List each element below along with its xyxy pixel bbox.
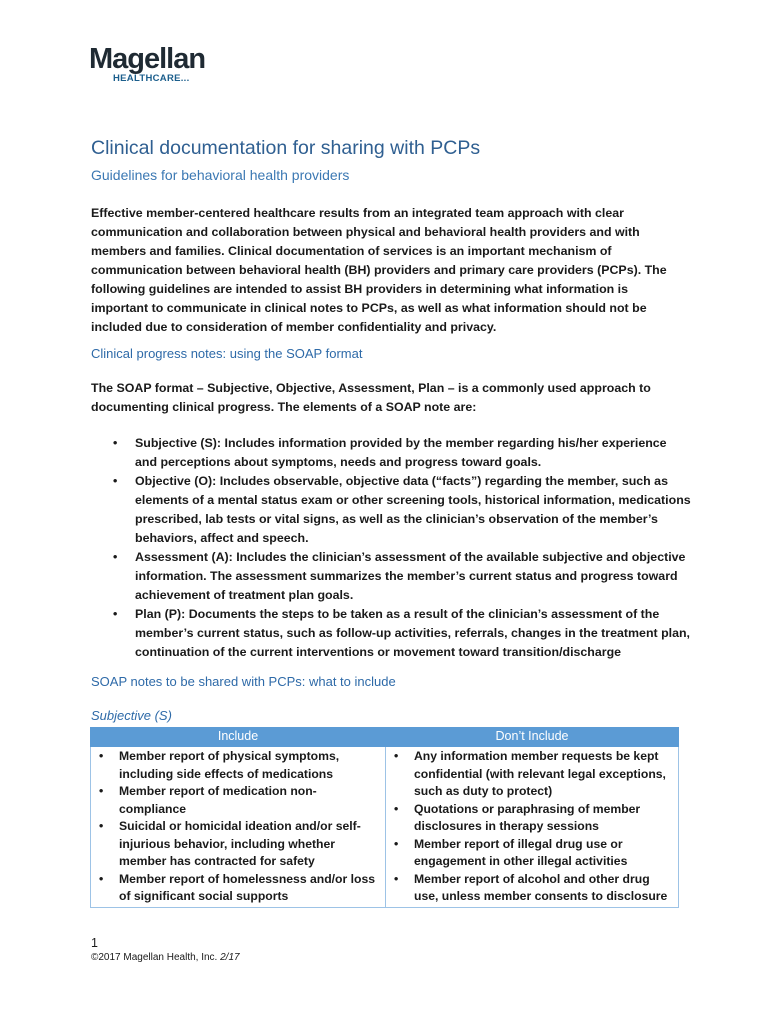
soap-intro-text: The SOAP format – Subjective, Objective, Assessment, Plan – is a commonly used approach to documenting clinical progress. The elements of a SOAP note are: — [91, 381, 651, 414]
bullet-text: Includes information provided by the member regarding his/her experience and perceptions about symptoms, needs and progress toward goals. — [135, 436, 667, 469]
intro-paragraph — [91, 204, 681, 337]
logo-wordmark: Magellan — [89, 43, 206, 75]
list-item — [91, 818, 385, 871]
header-include: Include — [91, 728, 386, 747]
bullet-term: Objective (O): — [135, 474, 217, 488]
list-item — [91, 605, 691, 662]
list-item — [386, 748, 678, 801]
bullet-icon: • — [394, 871, 399, 886]
subjective-table — [90, 727, 679, 908]
soap-intro-paragraph — [91, 379, 681, 417]
magellan-logo — [89, 44, 205, 84]
bullet-icon: • — [394, 801, 399, 816]
section-heading-what-to-include: SOAP notes to be shared with PCPs: what to include — [91, 674, 396, 689]
dont-include-item: Member report of alcohol and other drug use, unless member consents to disclosure — [414, 871, 668, 903]
list-item — [91, 871, 385, 906]
include-item: Suicidal or homicidal ideation and/or self-injurious behavior, including whether member has contracted for safety — [119, 819, 361, 868]
table-row — [91, 747, 679, 908]
page-subtitle: Guidelines for behavioral health providers — [91, 167, 350, 183]
bullet-icon: • — [113, 550, 118, 564]
list-item — [91, 748, 385, 783]
list-item — [91, 783, 385, 818]
list-item — [91, 472, 691, 548]
include-item: Member report of medication non-compliance — [119, 784, 317, 816]
section-heading-soap-format: Clinical progress notes: using the SOAP format — [91, 346, 363, 361]
dont-include-item: Member report of illegal drug use or engagement in other illegal activities — [414, 836, 628, 868]
include-item: Member report of homelessness and/or loss of significant social supports — [119, 871, 376, 903]
list-item — [386, 871, 678, 906]
bullet-term: Assessment (A): — [135, 550, 233, 564]
bullet-icon: • — [99, 819, 104, 833]
bullet-icon: • — [113, 474, 118, 488]
bullet-icon: • — [113, 436, 118, 450]
include-item: Member report of physical symptoms, including side effects of medications — [119, 749, 340, 781]
dont-include-cell — [386, 747, 679, 908]
page-title: Clinical documentation for sharing with PCPs — [91, 137, 481, 159]
revision-date: 2/17 — [220, 952, 240, 963]
list-item — [91, 434, 691, 472]
list-item — [386, 836, 678, 871]
bullet-text: Includes observable, objective data (“facts”) regarding the member, such as elements of a mental status exam or other screening tools, historical information, medications prescribed, lab tests or vital signs, as well as the clinician’s observation of the member’s behaviors, affect and speech. — [135, 474, 691, 545]
bullet-icon: • — [99, 749, 104, 763]
bullet-icon: • — [394, 749, 399, 763]
subjective-subheading: Subjective (S) — [91, 708, 172, 723]
bullet-icon: • — [394, 836, 399, 851]
bullet-text: Includes the clinician’s assessment of the available subjective and objective information. The assessment summarizes the member’s current status and progress toward achievement of treatment plan goals. — [135, 550, 686, 602]
dont-include-item: Quotations or paraphrasing of member disclosures in therapy sessions — [414, 801, 641, 833]
bullet-icon: • — [99, 784, 104, 798]
copyright-text: ©2017 Magellan Health, Inc. — [91, 952, 218, 963]
dont-include-item: Any information member requests be kept confidential (with relevant legal exceptions, such as duty to protect) — [414, 749, 666, 798]
logo-subtext: HEALTHCARE... — [113, 73, 190, 84]
list-item — [386, 801, 678, 836]
header-dont-include: Don’t Include — [386, 728, 679, 747]
bullet-icon: • — [113, 607, 118, 621]
bullet-text: Documents the steps to be taken as a result of the clinician’s assessment of the member’s current status, such as follow-up activities, referrals, changes in the treatment plan, continuation of the current interventions or movement toward transition/discharge — [135, 607, 690, 659]
include-cell — [91, 747, 386, 908]
page-number: 1 — [91, 936, 98, 950]
bullet-icon: • — [99, 871, 104, 886]
list-item — [91, 548, 691, 605]
bullet-term: Plan (P): — [135, 607, 186, 621]
bullet-term: Subjective (S): — [135, 436, 222, 450]
copyright-notice — [91, 952, 240, 963]
table-header-row — [91, 728, 679, 747]
soap-elements-list — [91, 434, 691, 662]
intro-text: Effective member-centered healthcare results from an integrated team approach with clear communication and collaboration between physical and behavioral health providers and with members and families. Clinical documentation of services is an important mechanism of communication between behavioral health (BH) providers and primary care providers (PCPs). The following guidelines are intended to assist BH providers in determining what information is important to communicate in clinical notes to PCPs, as well as what information should not be included due to consideration of member confidentiality and privacy. — [91, 206, 667, 334]
